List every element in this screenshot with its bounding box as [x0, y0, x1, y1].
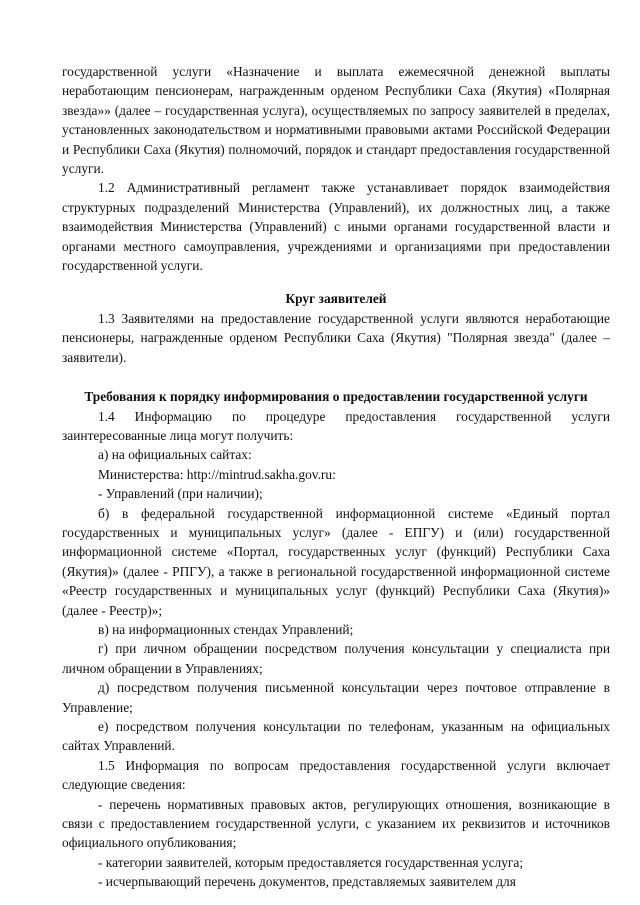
- paragraph-1-5: 1.5 Информация по вопросам предоставления государственной услуги включает следующие сведения:: [62, 757, 610, 793]
- spacer: [62, 275, 610, 289]
- list-item-v: в) на информационных стендах Управлений;: [98, 621, 354, 637]
- spacer: [62, 367, 610, 387]
- bullet-item-applicant-categories: - категории заявителей, которым предоставляется государственная услуга;: [98, 854, 524, 870]
- list-item-ministry-site: Министерства: http://mintrud.sakha.gov.ru:: [98, 466, 336, 482]
- list-item-b: б) в федеральной государственной информационной системе «Единый портал государственных и муниципальных услуг» (далее - ЕПГУ) и (или) государственной информационной системе «Портал, государственных услуг (функций) Республики Саха (Якутия)» (далее - РПГУ), а также в региональной государственной информационной системе «Реестр государственных и муниципальных услуг (функций) Республики Саха (Якутия)» (далее - Реестр)»;: [62, 505, 610, 618]
- list-item-g: г) при личном обращении посредством получения консультации у специалиста при личном обращении в Управлениях;: [62, 641, 610, 676]
- bullet-item-regulations: - перечень нормативных правовых актов, регулирующих отношения, возникающие в связи с предоставлением государственной услуги, с указанием их реквизитов и источников официального опубликования;: [62, 796, 610, 851]
- paragraph-1-2: 1.2 Административный регламент также устанавливает порядок взаимодействия структурных подразделений Министерства (Управлений), их должностных лиц, а также взаимодействия Министерства (Управлений) с иными органами государственной власти и органами местного самоуправления, учреждениями и организациями при предоставлении государственной услуги.: [62, 180, 610, 274]
- list-item-e: е) посредством получения консультации по телефонам, указанным на официальных сайтах Управлений.: [62, 719, 610, 754]
- document-page: [62, 62, 610, 892]
- bullet-item-documents: - исчерпывающий перечень документов, представляемых заявителем для: [98, 874, 516, 890]
- paragraph-1-3: 1.3 Заявителями на предоставление государственной услуги являются неработающие пенсионеры, награжденные орденом Республики Саха (Якутия) "Полярная звезда" (далее – заявители).: [62, 310, 610, 365]
- heading-information-requirements: Требования к порядку информирования о предоставлении государственной услуги: [84, 389, 588, 405]
- list-item-d: д) посредством получения письменной консультации через почтовое отправление в Управление;: [62, 680, 610, 715]
- paragraph-1-4: 1.4 Информацию по процедуре предоставления государственной услуги заинтересованные лица могут получить:: [62, 408, 610, 443]
- paragraph-intro-continuation: государственной услуги «Назначение и выплата ежемесячной денежной выплаты неработающим пенсионерам, награжденным орденом Республики Саха (Якутия) «Полярная звезда»» (далее – государственная услуга), осуществляемых по запросу заявителей в пределах, установленных законодательством и нормативными правовыми актами Российской Федерации и Республики Саха (Якутия) полномочий, порядок и стандарт предоставления государственной услуги.: [62, 64, 610, 177]
- heading-applicants: Круг заявителей: [285, 291, 387, 307]
- list-item-a: а) на официальных сайтах:: [98, 447, 252, 463]
- list-item-departments-site: - Управлений (при наличии);: [98, 486, 263, 502]
